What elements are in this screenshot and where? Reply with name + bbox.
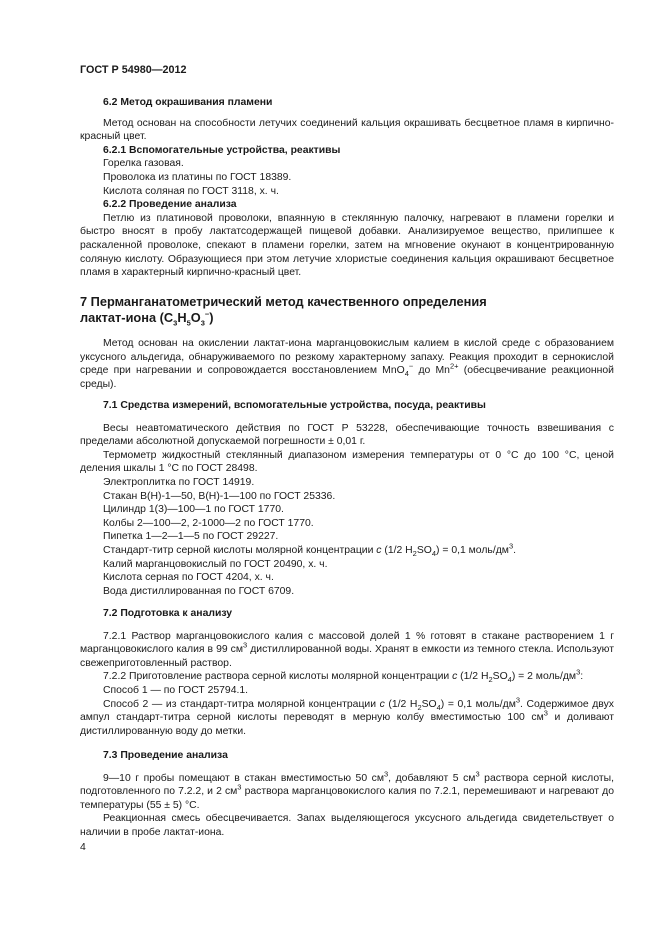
section-7-2-2-way1: Способ 1 — по ГОСТ 25794.1.: [103, 684, 249, 696]
section-7-1: [80, 399, 614, 598]
list-item: Стакан В(Н)-1—50, В(Н)-1—100 по ГОСТ 25336.: [103, 490, 336, 502]
section-7-title: [80, 294, 614, 326]
document-header: ГОСТ Р 54980—2012: [80, 64, 187, 76]
section-6-2-text: Метод основан на способности летучих соединений кальция окрашивать бесцветное пламя в кирпично-красный цвет.: [80, 117, 614, 143]
section-6-2-title: 6.2 Метод окрашивания пламени: [103, 97, 273, 108]
section-7-3-p1: 9—10 г пробы помещают в стакан вместимостью 50 $см^3$, добавляют 5 $см^3$ раствора серной кислоты, подготовленного по 7.2.2, и 2 $см^3$ раствора марганцовокислого калия по 7.2.1, перемешивают и нагревают до температуры (55 ± 5) °С.: [80, 769, 614, 811]
section-7-2: [80, 607, 614, 738]
section-7-intro: Метод основан на окислении лактат-иона марганцовокислым калием в кислой среде с образованием уксусного альдегида, обнаруживаемого по резкому характерному запаху. Реакция проходит в сернокислой среде при нагревании и сопровождается восстановлением MnO$_4$− до $Mn^{2+}$ (обесцвечивание реакционной среды).: [80, 338, 614, 390]
list-item: Калий марганцовокислый по ГОСТ 20490, х. ч.: [103, 558, 328, 570]
list-item: Цилиндр 1(3)—100—1 по ГОСТ 1770.: [103, 504, 284, 516]
section-7-1-p1: Весы неавтоматического действия по ГОСТ Р 53228, обеспечивающие точность взвешивания с пределами абсолютной допускаемой погрешности ± 0,01 г.: [80, 422, 614, 448]
section-7-3-title: 7.3 Проведение анализа: [103, 750, 228, 761]
section-6-2-2-text: Петлю из платиновой проволоки, впаянную в стеклянную палочку, нагревают в пламени горелки и быстро вносят в пробу лактатсодержащей пищевой добавки. Анализируемое вещество, прилипшее к раскаленной проволоке, спекают в пламени горелки, затем на мгновение окунают в концентрированную соляную кислоту. Образующиеся при этом летучие хлористые соединения кальция окрашивают бесцветное пламя в характерный кирпично-красный цвет.: [80, 212, 614, 279]
list-item: Колбы 2—100—2, 2-1000—2 по ГОСТ 1770.: [103, 517, 314, 529]
section-7-2-1-text: 7.2.1 Раствор марганцовокислого калия с массовой долей 1 % готовят в стакане растворением 1 г марганцовокислого калия в 99 $см^3$ дистиллированной воды. Хранят в емкости из темного стекла. Используют свежеприготовленный раствор.: [80, 630, 614, 669]
section-7-1-p2: Термометр жидкостный стеклянный диапазоном измерения температуры от 0 °С до 100 °С, ценой деления шкалы 1 °С по ГОСТ 28498.: [80, 449, 614, 475]
list-item: Кислота серная по ГОСТ 4204, х. ч.: [103, 572, 274, 584]
list-item: Стандарт-титр серной кислоты молярной концентрации с (1/2 $H_2SO_4) = 0,1$ моль/$дм^3$.: [103, 541, 516, 559]
list-item: Кислота соляная по ГОСТ 3118, х. ч.: [103, 185, 279, 197]
section-7-2-title: 7.2 Подготовка к анализу: [103, 608, 233, 619]
section-7-3-p2: Реакционная смесь обесцвечивается. Запах выделяющегося уксусного альдегида свидетельствует о наличии в пробе лактат-иона.: [80, 813, 614, 838]
list-item: Электроплитка по ГОСТ 14919.: [103, 476, 255, 488]
section-7-2-2-text: 7.2.2 Приготовление раствора серной кислоты молярной концентрации с (1/2 $H_2SO_4) = 2$ моль/$дм^3$:: [103, 667, 584, 685]
list-item: Пипетка 1—2—1—5 по ГОСТ 29227.: [103, 531, 279, 543]
section-7-3: [80, 749, 614, 840]
section-7-1-title: 7.1 Средства измерений, вспомогательные устройства, посуда, реактивы: [103, 400, 486, 411]
page-number: 4: [80, 842, 86, 853]
section-7-2-2-way2: Способ 2 — из стандарт-титра молярной концентрации с (1/2 $H_2SO_4) = 0,1$ моль/$дм^3$. Содержимое двух ампул стандарт-титра серной кислоты переводят в мерную колбу вместимостью 100 $см^3$ и доливают дистиллированную воду до метки.: [80, 695, 614, 737]
list-item: Горелка газовая.: [103, 158, 184, 170]
section-6-2-2-title: 6.2.2 Проведение анализа: [103, 199, 237, 211]
list-item: Вода дистиллированная по ГОСТ 6709.: [103, 585, 295, 597]
section-6-2-1-title: 6.2.1 Вспомогательные устройства, реактивы: [103, 144, 341, 156]
section-7-title-line1: 7 Перманганатометрический метод качественного определения: [80, 294, 487, 309]
section-7-title-line2: лактат-иона $(C_3H_5O_3^-)$: [80, 309, 214, 328]
section-6-2: [80, 96, 614, 280]
list-item: Проволока из платины по ГОСТ 18389.: [103, 171, 292, 183]
